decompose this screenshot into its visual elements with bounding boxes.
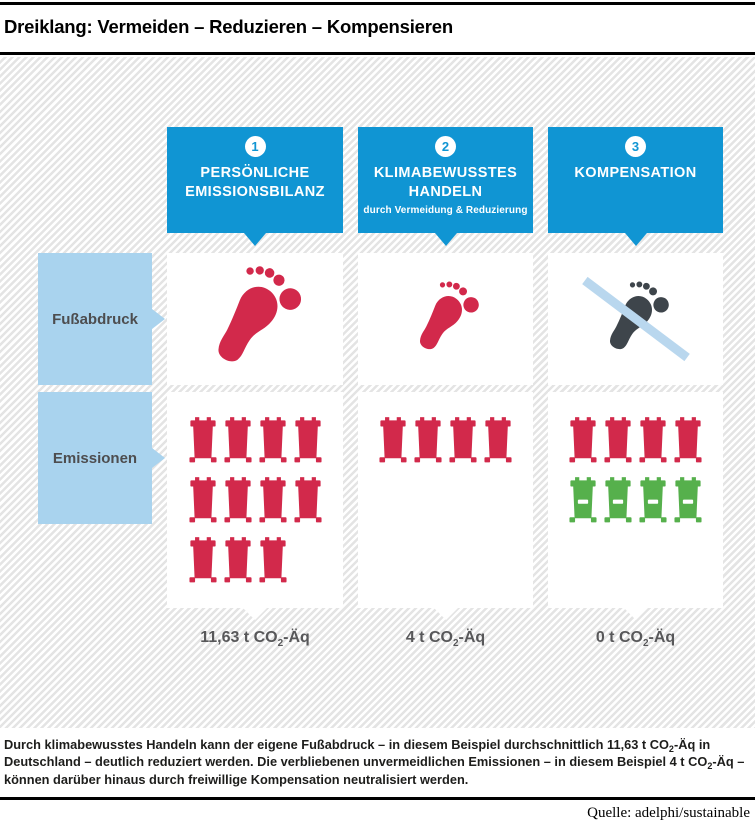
caption-subscript: 2 xyxy=(668,744,674,754)
red-emission-bin-icon xyxy=(674,417,702,464)
bin-grid xyxy=(189,417,322,584)
red-emission-bin-icon xyxy=(604,417,632,464)
co2-value: 0 t CO xyxy=(595,629,643,646)
co2-value: 4 t CO xyxy=(405,629,453,646)
bin-row xyxy=(189,537,322,584)
bin-row xyxy=(569,417,702,464)
header-title-line: HANDELN xyxy=(408,183,483,200)
row-label-text: Fußabdruck xyxy=(52,310,138,328)
red-emission-bin-icon xyxy=(259,537,287,584)
step-2-badge: 2 xyxy=(435,136,456,157)
green-compensation-bin-icon xyxy=(569,477,597,524)
bin-row xyxy=(569,477,702,524)
red-emission-bin-icon xyxy=(484,417,512,464)
header-title-line: PERSÖNLICHE xyxy=(200,165,310,181)
crossed-footprint-group xyxy=(593,279,679,359)
bin-grid xyxy=(379,417,512,464)
green-compensation-bin-icon xyxy=(639,477,667,524)
small-red-footprint-icon xyxy=(411,282,481,356)
co2-unit: -Äq xyxy=(648,629,676,646)
emissions-cell-2 xyxy=(358,392,533,608)
footprint-cell-3 xyxy=(548,253,723,385)
diagram-board xyxy=(0,57,755,728)
title-underline-rule xyxy=(0,52,755,55)
red-emission-bin-icon xyxy=(189,537,217,584)
red-emission-bin-icon xyxy=(379,417,407,464)
red-emission-bin-icon xyxy=(259,477,287,524)
red-emission-bin-icon xyxy=(224,537,252,584)
bin-row xyxy=(189,477,322,524)
row-label-emissions xyxy=(38,392,152,524)
header-title-line: KLIMABEWUSSTES xyxy=(373,165,518,181)
row-label-footprint xyxy=(38,253,152,385)
caption-text: Durch klimabewusstes Handeln kann der eigene Fußabdruck – in diesem Beispiel durchschnittlich 11,63 t $CO_2-Äq$ in Deutschland – deutlich reduziert werden. Die verbliebenen unvermeidlichen Emissionen – in diesem Beispiel 4 t $CO_2-Äq$ – können darüber hinaus durch freiwillige Kompensation neutralisiert werden. xyxy=(4,737,745,787)
co2-subscript: 2 xyxy=(642,638,649,649)
emissions-cell-1 xyxy=(167,392,343,608)
page-title: Dreiklang: Vermeiden – Reduzieren – Kompensieren xyxy=(4,16,453,37)
red-emission-bin-icon xyxy=(224,417,252,464)
header-title-line: KOMPENSATION xyxy=(574,165,697,181)
footprint-cell-2 xyxy=(358,253,533,385)
top-rule xyxy=(0,2,755,5)
bin-row xyxy=(379,417,512,464)
co2-total-3 xyxy=(548,629,723,647)
co2-total-1 xyxy=(167,629,343,647)
co2-total-2 xyxy=(358,629,533,647)
footprint-cell-1 xyxy=(167,253,343,385)
header-title-line: EMISSIONSBILANZ xyxy=(185,183,325,200)
bottom-rule xyxy=(0,797,755,800)
bin-row xyxy=(189,417,322,464)
red-emission-bin-icon xyxy=(639,417,667,464)
large-red-footprint-icon xyxy=(205,267,305,371)
red-emission-bin-icon xyxy=(449,417,477,464)
co2-subscript: 2 xyxy=(277,638,284,649)
row-label-text: Emissionen xyxy=(52,449,138,467)
green-compensation-bin-icon xyxy=(674,477,702,524)
column-header-climate-action xyxy=(358,127,533,233)
step-3-badge: 3 xyxy=(625,136,646,157)
red-emission-bin-icon xyxy=(294,417,322,464)
co2-unit: -Äq xyxy=(458,629,486,646)
column-header-compensation xyxy=(548,127,723,233)
green-compensation-bin-icon xyxy=(604,477,632,524)
header-subtitle: durch Vermeidung & Reduzierung xyxy=(363,204,528,216)
co2-unit: -Äq xyxy=(283,629,310,646)
co2-value: 11,63 t CO xyxy=(200,629,278,646)
red-emission-bin-icon xyxy=(414,417,442,464)
step-1-badge: 1 xyxy=(245,136,266,157)
emissions-cell-3 xyxy=(548,392,723,608)
red-emission-bin-icon xyxy=(259,417,287,464)
bin-grid xyxy=(569,417,702,524)
caption-subscript: 2 xyxy=(707,761,713,772)
column-header-personal-emissions xyxy=(167,127,343,233)
red-emission-bin-icon xyxy=(569,417,597,464)
red-emission-bin-icon xyxy=(189,477,217,524)
red-emission-bin-icon xyxy=(189,417,217,464)
red-emission-bin-icon xyxy=(224,477,252,524)
co2-subscript: 2 xyxy=(452,638,459,649)
source-credit: Quelle: adelphi/sustainable xyxy=(587,805,750,821)
red-emission-bin-icon xyxy=(294,477,322,524)
